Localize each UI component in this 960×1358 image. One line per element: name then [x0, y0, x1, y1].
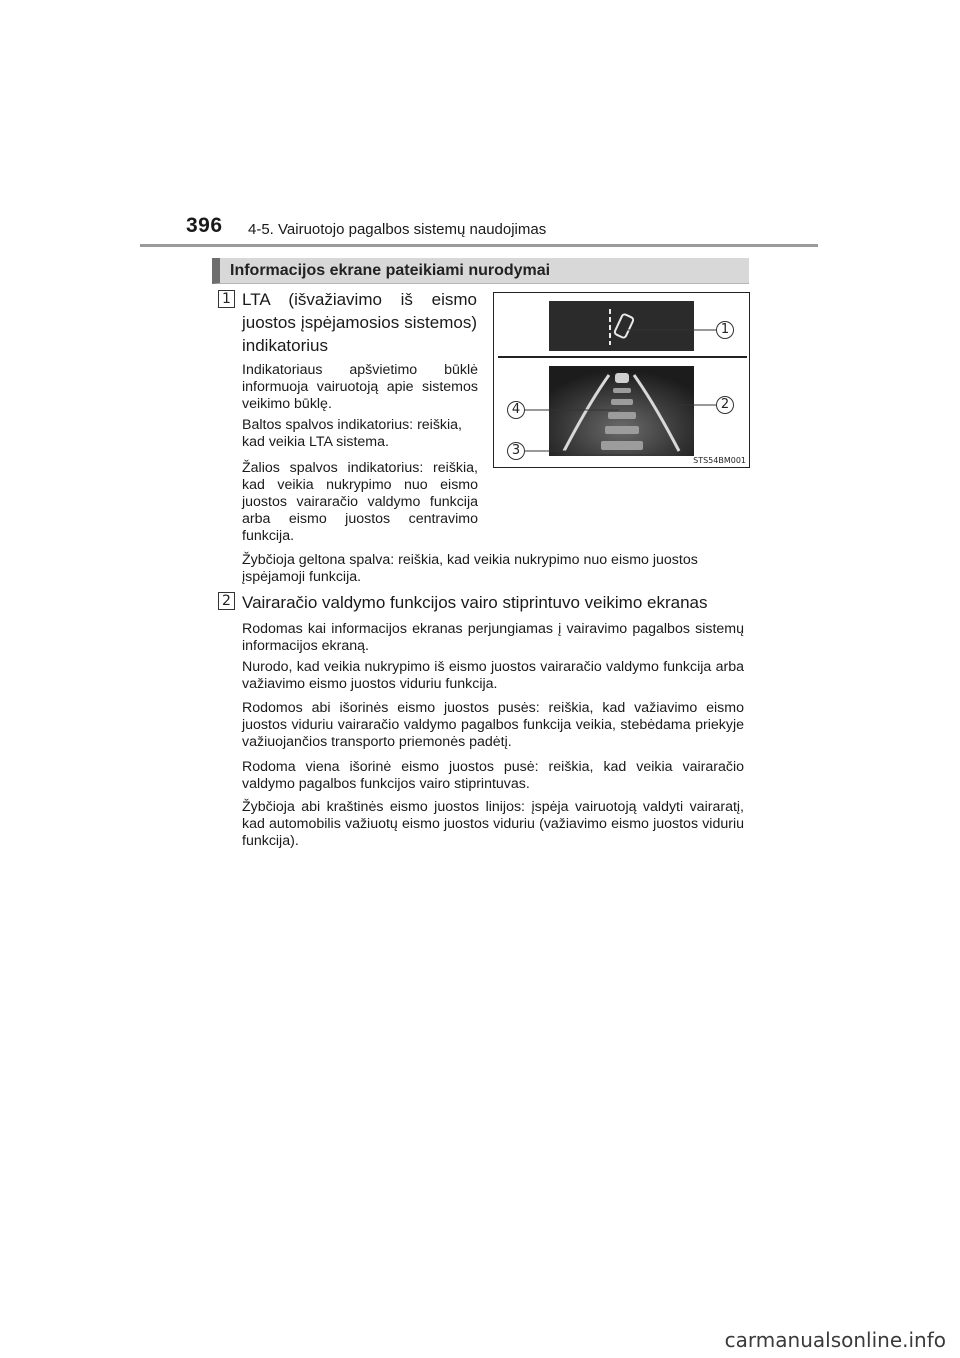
lta-display-figure — [493, 292, 750, 468]
item-2-paragraph-2: Nurodo, kad veikia nukrypimo iš eismo juostos vairaračio valdymo funkcija arba važiavimo eismo juostos viduriu funkcija. — [242, 659, 744, 692]
item-2-paragraph-4: Rodoma viena išorinė eismo juostos pusė: reiškia, kad veikia vairaračio valdymo pagalbos funkcijos vairo stiprintuvas. — [242, 759, 744, 792]
section-heading-bar — [212, 258, 749, 284]
item-2-paragraph-3: Rodomos abi išorinės eismo juostos pusės: reiškia, kad važiavimo eismo juostos viduriu vairaračio valdymo pagalbos funkcija veikia, stebėdama priekyje važiuojančios transporto priemonės padėtį. — [242, 700, 744, 750]
item-1-paragraph-2: Baltos spalvos indikatorius: reiškia, kad veikia LTA sistema. — [242, 417, 463, 450]
chapter-title: 4-5. Vairuotojo pagalbos sistemų naudojimas — [248, 221, 547, 238]
callout-3: 3 — [507, 442, 525, 460]
section-title: Informacijos ekrane pateikiami nurodymai — [230, 262, 551, 279]
preceding-vehicle — [615, 373, 629, 383]
item-number-1: 1 — [218, 290, 235, 308]
item-2-paragraph-5: Žybčioja abi kraštinės eismo juostos linijos: įspėja vairuotoją valdyti vairaratį, kad automobilis važiuotų eismo juostos viduriu (važiavimo eismo juostos viduriu funkcija). — [242, 799, 744, 849]
item-1-paragraph-1: Indikatoriaus apšvietimo būklė informuoja vairuotoją apie sistemos veikimo būklę. — [242, 362, 478, 412]
item-heading-2: Vairaračio valdymo funkcijos vairo stiprintuvo veikimo ekranas — [242, 593, 708, 612]
figure-illustration — [494, 293, 751, 469]
item-1-paragraph-4: Žybčioja geltona spalva: reiškia, kad veikia nukrypimo nuo eismo juostos įspėjamoji funkcija. — [242, 552, 698, 585]
figure-code: STS54BM001 — [693, 456, 746, 465]
callout-1: 1 — [716, 321, 734, 339]
header-rule — [140, 244, 818, 247]
indicator-panel — [549, 301, 694, 351]
callout-2: 2 — [716, 396, 734, 414]
page-number: 396 — [186, 214, 223, 237]
item-number-2: 2 — [218, 592, 235, 610]
item-2-paragraph-1: Rodomas kai informacijos ekranas perjungiamas į vairavimo pagalbos sistemų informacijos ekraną. — [242, 621, 744, 654]
callout-4: 4 — [507, 401, 525, 419]
item-heading-1: LTA (išvažiavimo iš eismo juostos įspėjamosios sistemos) indikatorius — [242, 290, 477, 355]
watermark: carmanualsonline.info — [724, 1328, 946, 1352]
item-1-paragraph-3: Žalios spalvos indikatorius: reiškia, kad veikia nukrypimo nuo eismo juostos vairaračio valdymo funkcija arba eismo juostos centravimo funkcija. — [242, 460, 478, 544]
